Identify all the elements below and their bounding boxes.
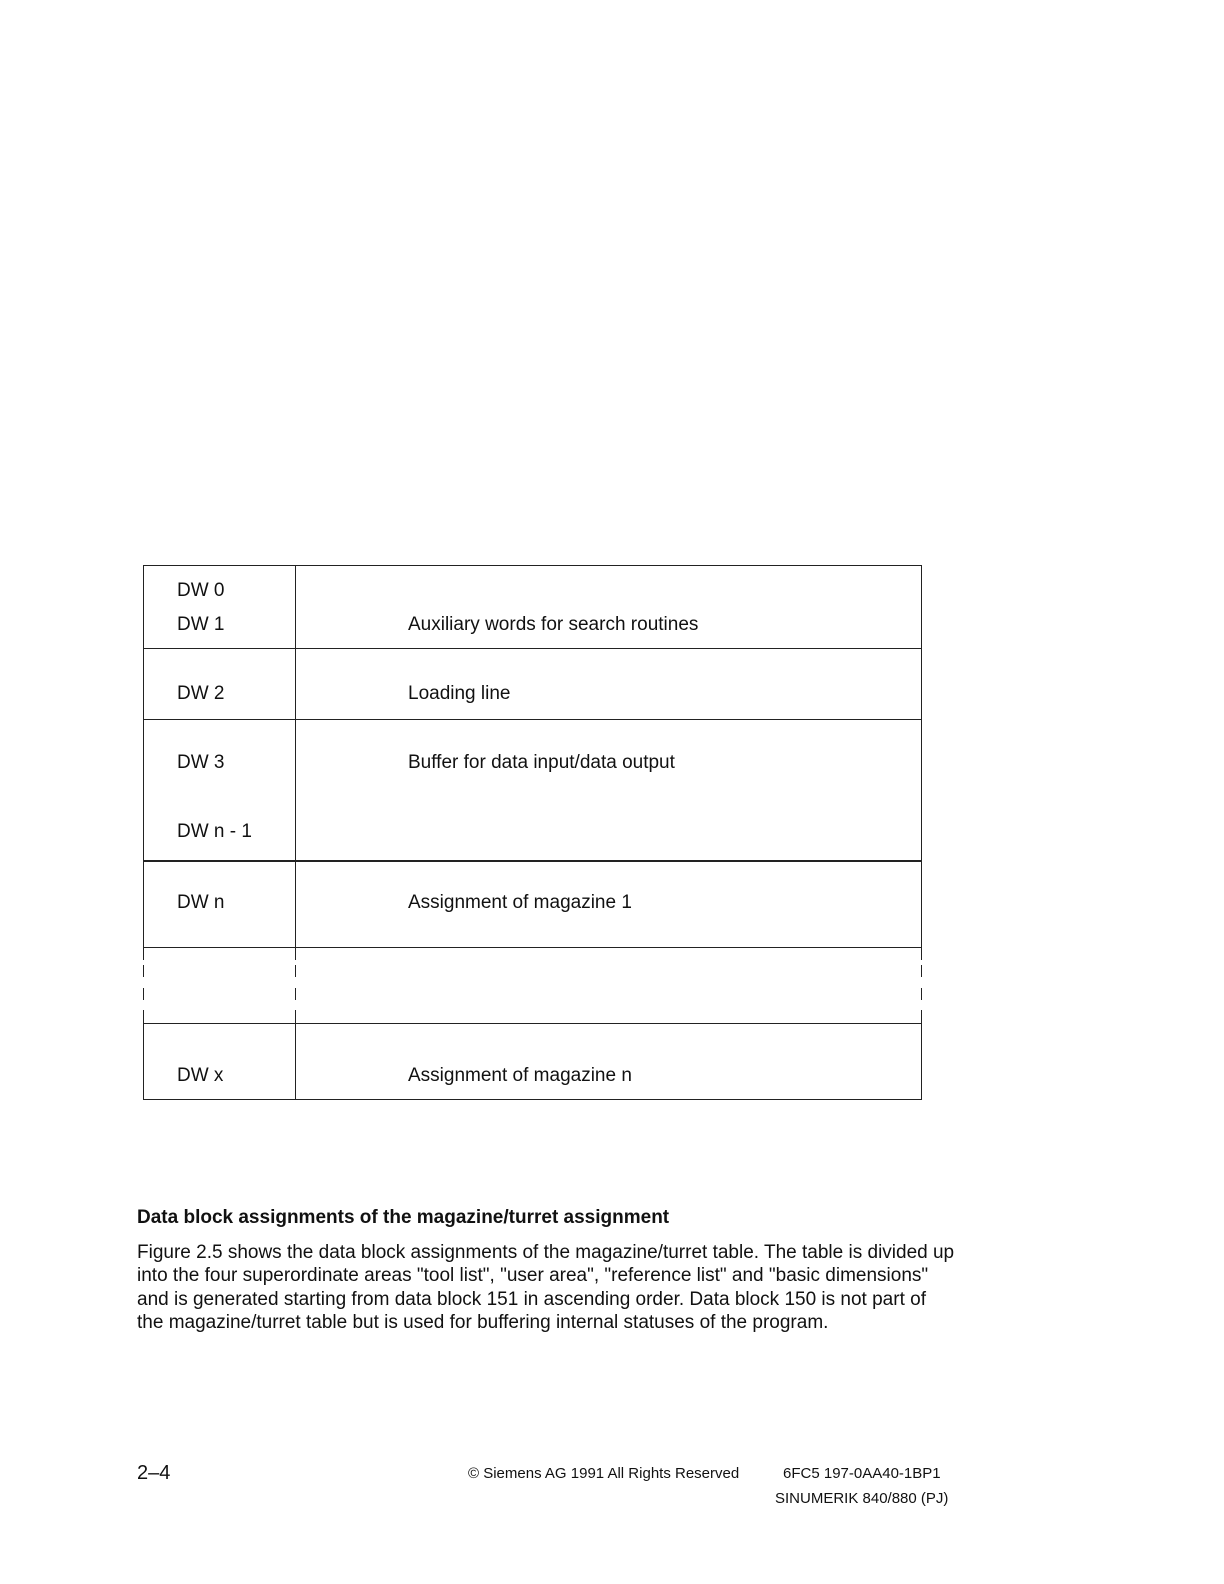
table-border-left <box>143 565 144 960</box>
row-divider <box>143 947 922 948</box>
dw-description: Loading line <box>408 683 511 704</box>
table-border-bottom <box>143 1099 922 1100</box>
footer-copyright: © Siemens AG 1991 All Rights Reserved <box>468 1465 740 1482</box>
table-border-top <box>143 565 922 566</box>
section-heading: Data block assignments of the magazine/turret assignment <box>137 1207 670 1228</box>
row-divider <box>143 860 922 862</box>
continuation-dash <box>295 965 296 977</box>
continuation-dash <box>921 988 922 1000</box>
dw-description: Buffer for data input/data output <box>408 752 675 773</box>
continuation-dash <box>921 965 922 977</box>
footer-order-number: 6FC5 197-0AA40-1BP1 <box>783 1465 941 1482</box>
dw-description: Assignment of magazine 1 <box>408 892 632 913</box>
column-divider <box>295 1010 296 1100</box>
footer-product: SINUMERIK 840/880 (PJ) <box>775 1490 949 1507</box>
row-divider <box>143 1023 922 1024</box>
dw-label: DW 0 <box>177 580 225 601</box>
row-divider <box>143 719 922 720</box>
dw-description: Assignment of magazine n <box>408 1065 632 1086</box>
continuation-dash <box>143 965 144 977</box>
dw-label: DW 1 <box>177 614 225 635</box>
dw-description: Auxiliary words for search routines <box>408 614 699 635</box>
column-divider <box>295 565 296 960</box>
continuation-dash <box>143 988 144 1000</box>
continuation-dash <box>295 988 296 1000</box>
table-border-right <box>921 565 922 960</box>
dw-label: DW x <box>177 1065 224 1086</box>
row-divider <box>143 648 922 649</box>
dw-label: DW 2 <box>177 683 225 704</box>
page-number: 2–4 <box>137 1462 171 1484</box>
dw-label: DW n <box>177 892 225 913</box>
table-border-left <box>143 1010 144 1100</box>
table-border-right <box>921 1010 922 1100</box>
dw-label: DW 3 <box>177 752 225 773</box>
section-paragraph: Figure 2.5 shows the data block assignments of the magazine/turret table. The table is divided up into the four superordinate areas "tool list", "user area", "reference list" and "basic dimensions" and is generated starting from data block 151 in ascending order. Data block 150 is not part of the magazine/turret table but is used for buffering internal statuses of the program. <box>137 1242 955 1334</box>
dw-label: DW n - 1 <box>177 821 252 842</box>
